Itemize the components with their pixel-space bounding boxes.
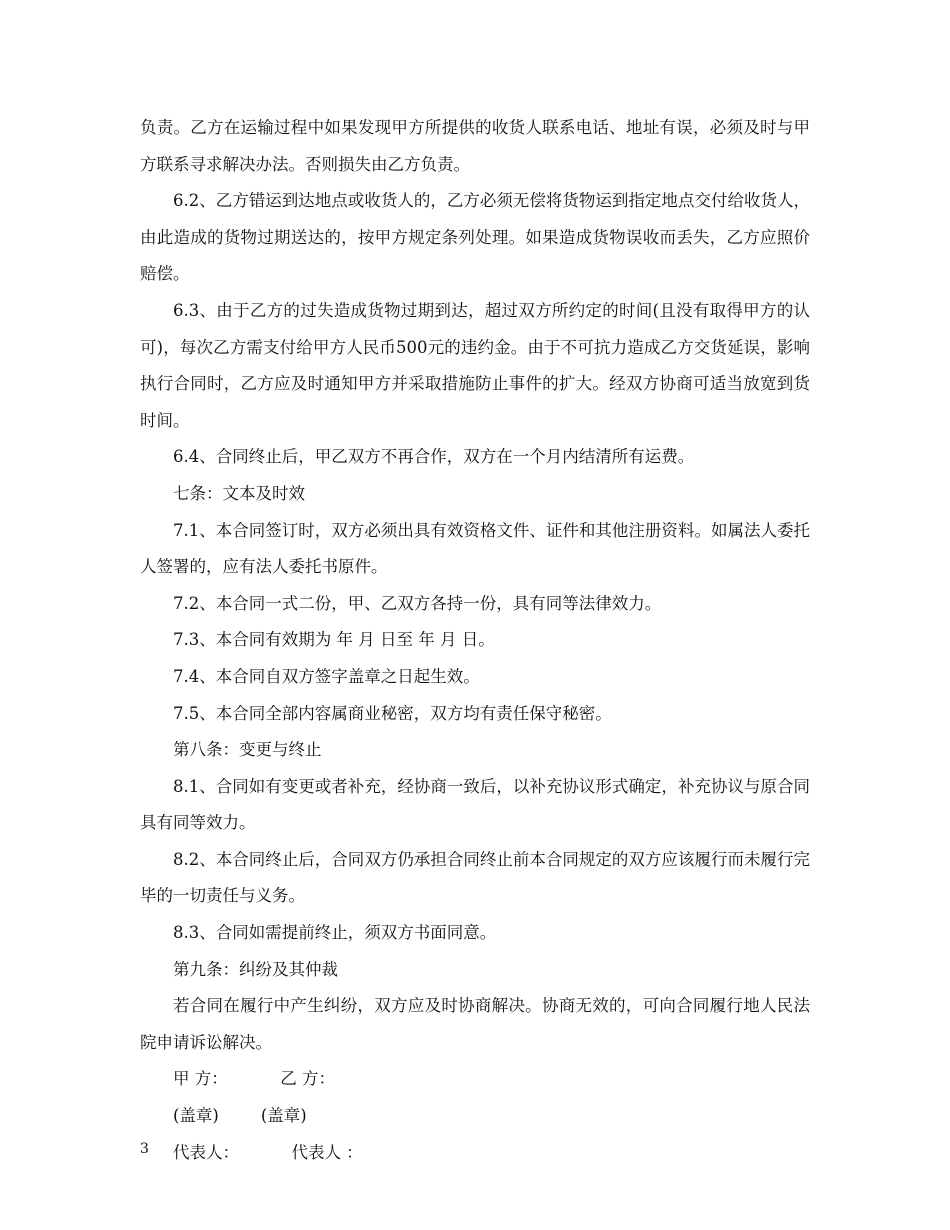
paragraph-9-dispute: 若合同在履行中产生纠纷，双方应及时协商解决。协商无效的，可向合同履行地人民法院申请诉讼解决。 <box>140 996 810 1052</box>
contract-body <box>140 110 810 1171</box>
section-heading-9: 第九条：纠纷及其仲裁 <box>173 959 338 979</box>
paragraph-8-2: 8.2、本合同终止后，合同双方仍承担合同终止前本合同规定的双方应该履行而未履行完毕的一切责任与义务。 <box>140 849 810 906</box>
seal-a-label: (盖章) <box>173 1106 219 1126</box>
paragraph-8-1: 8.1、合同如有变更或者补充，经协商一致后，以补充协议形式确定，补充协议与原合同具有同等效力。 <box>140 776 810 833</box>
page-number: 3 <box>140 1141 149 1157</box>
party-a-label: 甲 方： <box>173 1069 228 1089</box>
paragraph-7-5: 7.5、本合同全部内容属商业秘密，双方均有责任保守秘密。 <box>173 703 612 723</box>
seal-b-label: (盖章) <box>260 1106 307 1126</box>
signature-representative-row <box>140 1135 810 1172</box>
paragraph-6-4: 6.4、合同终止后，甲乙双方不再合作，双方在一个月内结清所有运费。 <box>173 447 695 467</box>
signature-party-row <box>140 1061 810 1098</box>
paragraph-7-3: 7.3、本合同有效期为 年 月 日至 年 月 日。 <box>173 630 495 650</box>
paragraph-6-3: 6.3、由于乙方的过失造成货物过期到达，超过双方所约定的时间(且没有取得甲方的认可)，每次乙方需支付给甲方人民币500元的违约金。由于不可抗力造成乙方交货延误，影响执行合同时，乙方应及时通知甲方并采取措施防止事件的扩大。经双方协商可适当放宽到货时间。 <box>140 300 810 430</box>
paragraph-6-2: 6.2、乙方错运到达地点或收货人的，乙方必须无偿将货物运到指定地点交付给收货人，由此造成的货物过期送达的，按甲方规定条列处理。如果造成货物误收而丢失，乙方应照价赔偿。 <box>140 191 810 284</box>
representative-b-label: 代表人 ： <box>291 1142 363 1162</box>
representative-a-label: 代表人： <box>173 1142 239 1162</box>
section-heading-8: 第八条：变更与终止 <box>173 740 322 760</box>
paragraph-7-4: 7.4、本合同自双方签字盖章之日起生效。 <box>173 666 480 686</box>
paragraph-liability-continued: 负责。乙方在运输过程中如果发现甲方所提供的收货人联系电话、地址有误，必须及时与甲方联系寻求解决办法。否则损失由乙方负责。 <box>140 118 810 174</box>
signature-seal-row <box>140 1098 810 1135</box>
party-b-label: 乙 方： <box>280 1069 335 1089</box>
paragraph-7-1: 7.1、本合同签订时，双方必须出具有效资格文件、证件和其他注册资料。如属法人委托人签署的，应有法人委托书原件。 <box>140 520 810 577</box>
paragraph-8-3: 8.3、合同如需提前终止，须双方书面同意。 <box>173 923 497 943</box>
section-heading-7: 七条：文本及时效 <box>173 483 305 503</box>
paragraph-7-2: 7.2、本合同一式二份，甲、乙双方各持一份，具有同等法律效力。 <box>173 593 662 613</box>
